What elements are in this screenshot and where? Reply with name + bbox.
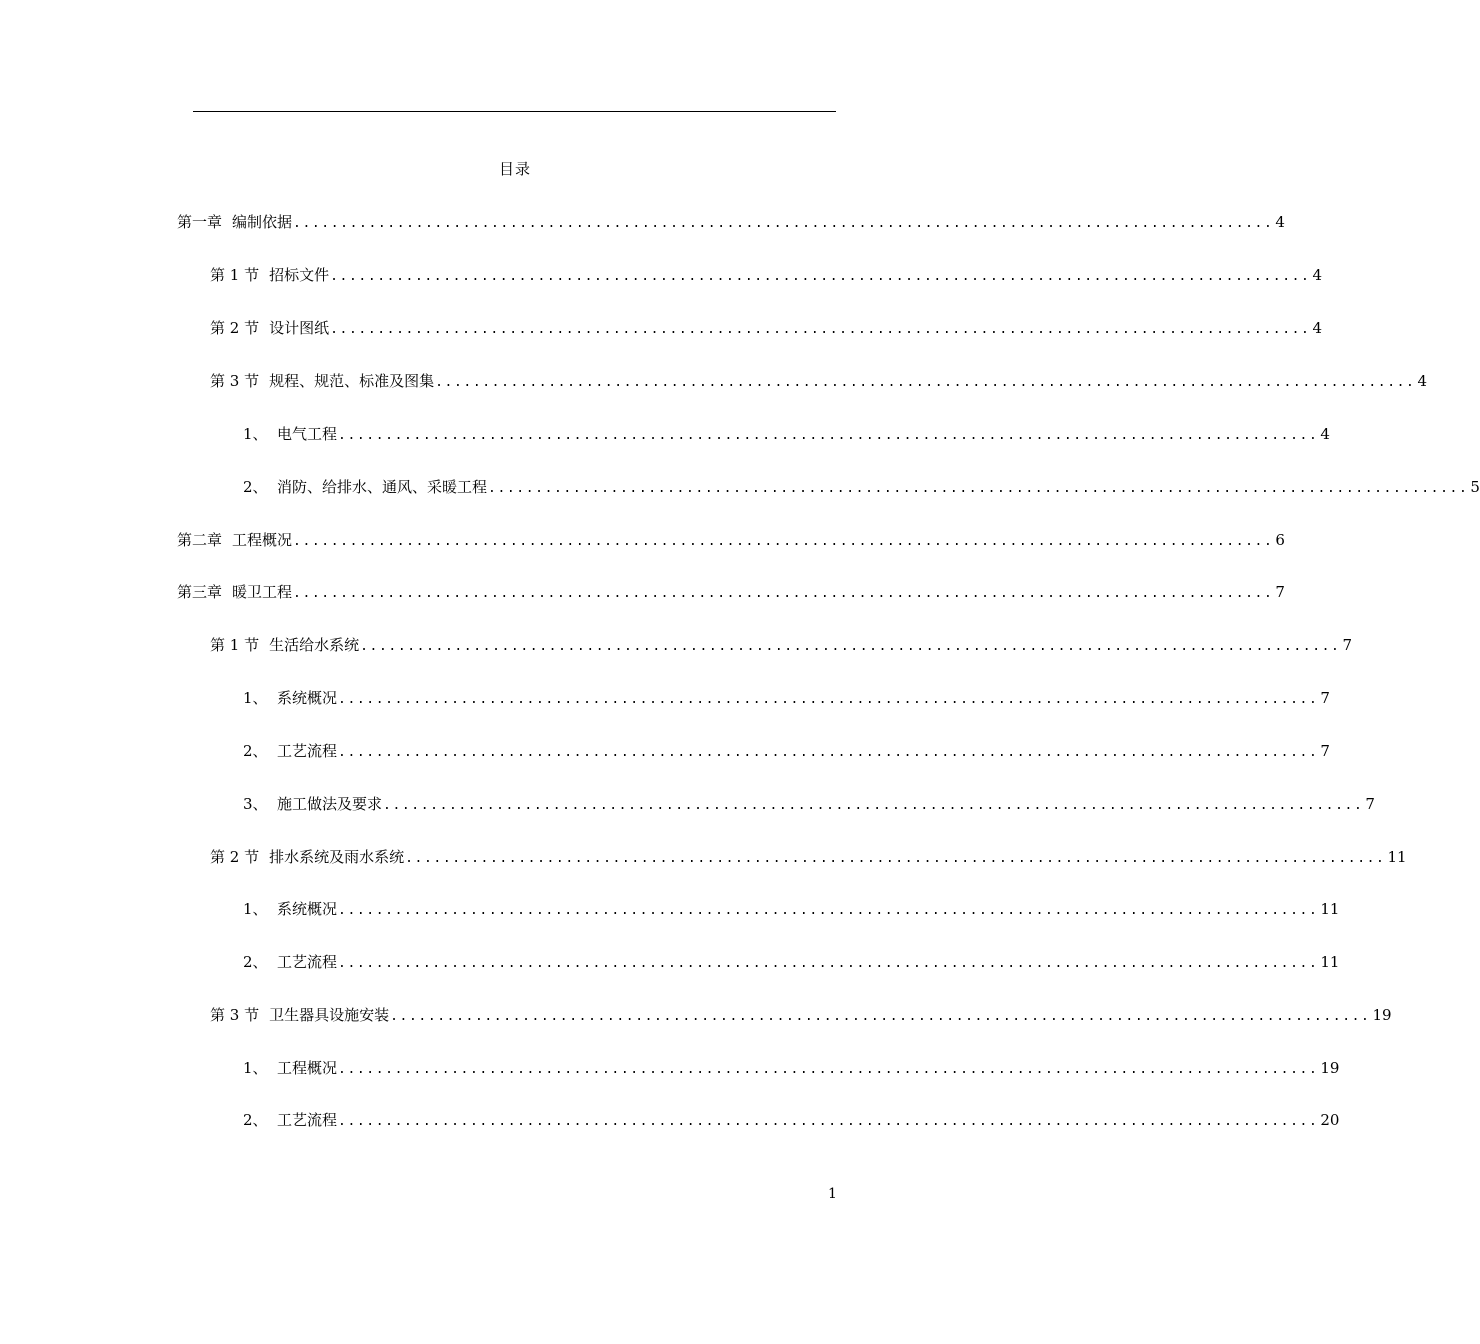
toc-leader-dots: ........................................................................................................: [330, 269, 1311, 284]
toc-entry-page: 7: [1320, 742, 1330, 760]
toc-entry-page: 11: [1320, 953, 1340, 971]
toc-entry-number: 2、: [243, 478, 268, 496]
toc-leader-dots: ........................................................................................................: [488, 481, 1469, 496]
toc-entry-number: 1、: [243, 900, 268, 918]
toc-entry-page: 11: [1387, 848, 1407, 866]
toc-entry-title: 设计图纸: [269, 319, 330, 337]
toc-entry[interactable]: [243, 951, 1340, 973]
toc-entry-number: 第 3 节: [210, 1006, 260, 1024]
toc-leader-dots: ........................................................................................................: [338, 692, 1319, 707]
toc-entry-number: 3、: [243, 795, 268, 813]
toc-entry-number: 第三章: [177, 583, 223, 601]
toc-entry[interactable]: [243, 1057, 1340, 1079]
toc-entry-page: 6: [1275, 531, 1285, 549]
toc-entry-title: 系统概况: [277, 900, 338, 918]
toc-entry[interactable]: [243, 898, 1340, 920]
toc-entry[interactable]: [210, 317, 1323, 339]
toc-entry[interactable]: [210, 846, 1407, 868]
toc-leader-dots: ........................................................................................................: [338, 745, 1319, 760]
toc-leader-dots: ........................................................................................................: [435, 375, 1416, 390]
toc-entry-title: 工艺流程: [277, 1111, 338, 1129]
toc-entry[interactable]: [243, 476, 1480, 498]
toc-entry-title: 工艺流程: [277, 742, 338, 760]
toc-entry-number: 第一章: [177, 213, 223, 231]
toc-entry-number: 第 2 节: [210, 319, 260, 337]
toc-entry-number: 第 3 节: [210, 372, 260, 390]
toc-entry-number: 1、: [243, 425, 268, 443]
toc-leader-dots: ........................................................................................................: [338, 1114, 1319, 1129]
toc-entry-number: 1、: [243, 689, 268, 707]
toc-entry[interactable]: [210, 634, 1353, 656]
toc-title: 目录: [498, 160, 531, 178]
toc-entry[interactable]: [177, 581, 1285, 603]
toc-entry-page: 20: [1320, 1111, 1340, 1129]
toc-entry-title: 排水系统及雨水系统: [269, 848, 405, 866]
toc-entry[interactable]: [177, 211, 1285, 233]
toc-entry[interactable]: [210, 264, 1323, 286]
toc-leader-dots: ........................................................................................................: [383, 798, 1364, 813]
toc-entry-page: 7: [1320, 689, 1330, 707]
toc-leader-dots: ........................................................................................................: [390, 1009, 1371, 1024]
toc-entry-number: 第 2 节: [210, 848, 260, 866]
toc-leader-dots: ........................................................................................................: [293, 586, 1274, 601]
toc-entry-page: 4: [1417, 372, 1428, 390]
toc-entry-page: 5: [1470, 478, 1480, 496]
toc-entry-title: 消防、给排水、通风、采暖工程: [277, 478, 488, 496]
toc-leader-dots: ........................................................................................................: [338, 428, 1319, 443]
toc-entry[interactable]: [243, 1109, 1340, 1131]
toc-entry[interactable]: [243, 423, 1330, 445]
page-number: 1: [828, 1186, 837, 1202]
toc-entry-number: 第 1 节: [210, 266, 260, 284]
toc-entry-title: 施工做法及要求: [277, 795, 383, 813]
toc-entry-title: 暖卫工程: [232, 583, 293, 601]
toc-entry-page: 19: [1372, 1006, 1392, 1024]
toc-entry[interactable]: [243, 793, 1375, 815]
toc-entry-title: 卫生器具设施安装: [269, 1006, 390, 1024]
toc-leader-dots: ........................................................................................................: [338, 956, 1319, 971]
toc-entry-number: 2、: [243, 953, 268, 971]
toc-entry-number: 2、: [243, 1111, 268, 1129]
toc-leader-dots: ........................................................................................................: [360, 639, 1341, 654]
toc-entry[interactable]: [177, 529, 1285, 551]
toc-entry[interactable]: [243, 687, 1330, 709]
toc-entry-title: 工程概况: [277, 1059, 338, 1077]
toc-entry-page: 19: [1320, 1059, 1340, 1077]
toc-entry-number: 第二章: [177, 531, 223, 549]
toc-leader-dots: ........................................................................................................: [405, 851, 1386, 866]
toc-entry-page: 7: [1342, 636, 1353, 654]
header-rule: [193, 111, 836, 112]
toc-leader-dots: ........................................................................................................: [338, 1062, 1319, 1077]
toc-entry-title: 规程、规范、标准及图集: [269, 372, 435, 390]
toc-leader-dots: ........................................................................................................: [330, 322, 1311, 337]
toc-entry-number: 2、: [243, 742, 268, 760]
toc-entry-page: 4: [1275, 213, 1285, 231]
toc-entry-title: 生活给水系统: [269, 636, 360, 654]
toc-entry-title: 工艺流程: [277, 953, 338, 971]
toc-entry-page: 7: [1365, 795, 1375, 813]
toc-entry-page: 7: [1275, 583, 1285, 601]
toc-entry[interactable]: [210, 1004, 1392, 1026]
toc-leader-dots: ........................................................................................................: [293, 534, 1274, 549]
toc-entry[interactable]: [243, 740, 1330, 762]
toc-entry-page: 11: [1320, 900, 1340, 918]
toc-leader-dots: ........................................................................................................: [338, 903, 1319, 918]
toc-entry-title: 系统概况: [277, 689, 338, 707]
toc-entry-page: 4: [1320, 425, 1330, 443]
toc-entry-page: 4: [1312, 266, 1323, 284]
toc-entry-title: 编制依据: [232, 213, 293, 231]
toc-entry-number: 第 1 节: [210, 636, 260, 654]
toc-entry-title: 电气工程: [277, 425, 338, 443]
toc-entry-title: 招标文件: [269, 266, 330, 284]
toc-entry-page: 4: [1312, 319, 1323, 337]
toc-entry[interactable]: [210, 370, 1428, 392]
toc-entry-number: 1、: [243, 1059, 268, 1077]
toc-entry-title: 工程概况: [232, 531, 293, 549]
toc-leader-dots: ........................................................................................................: [293, 216, 1274, 231]
